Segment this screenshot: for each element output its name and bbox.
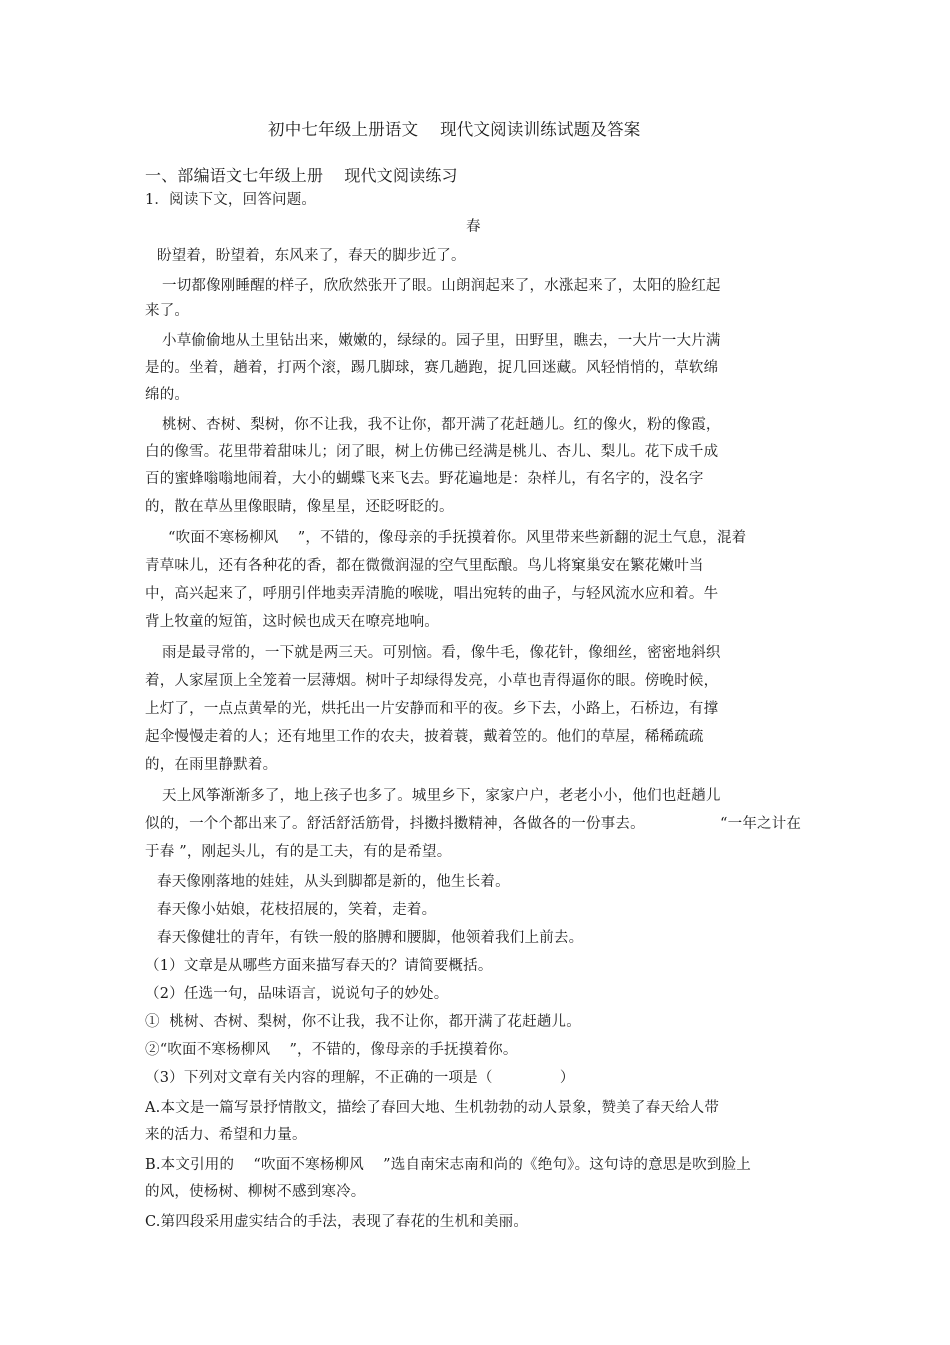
para-7-line: 似的，一个个都出来了。舒活舒活筋骨，抖擞抖擞精神，各做各的一份事去。	[145, 816, 645, 832]
section-heading: 一、部编语文七年级上册 现代文阅读练习	[145, 166, 458, 185]
question-intro: 1．阅读下文，回答问题。	[145, 192, 317, 208]
question-1: （1）文章是从哪些方面来描写春天的？请简要概括。	[145, 958, 493, 974]
para-3-line: 是的。坐着，趟着，打两个滚，踢几脚球，赛几趟跑，捉几回迷藏。风轻悄悄的，草软绵	[145, 360, 719, 376]
choice-a-line: A.本文是一篇写景抒情散文，描绘了春回大地、生机勃勃的动人景象，赞美了春天给人带	[145, 1100, 720, 1116]
para-1: 盼望着，盼望着，东风来了，春天的脚步近了。	[157, 248, 466, 264]
choice-c: C.第四段采用虚实结合的手法，表现了春花的生机和美丽。	[145, 1214, 529, 1230]
question-2: （2）任选一句，品味语言，说说句子的妙处。	[145, 986, 449, 1002]
para-6-line: 着，人家屋顶上全笼着一层薄烟。树叶子却绿得发亮，小草也青得逼你的眼。傍晚时候，	[145, 673, 719, 689]
para-4-line: 桃树、杏树、梨树，你不让我，我不让你，都开满了花赶趟儿。红的像火，粉的像霞，	[162, 417, 721, 433]
para-3-line: 小草偷偷地从土里钻出来，嫩嫩的，绿绿的。园子里，田野里，瞧去，一大片一大片满	[162, 333, 721, 349]
para-6-line: 起伞慢慢走着的人；还有地里工作的农夫，披着蓑，戴着笠的。他们的草屋，稀稀疏疏	[145, 729, 704, 745]
para-8: 春天像刚落地的娃娃，从头到脚都是新的，他生长着。	[157, 874, 510, 890]
choice-a-line: 来的活力、希望和力量。	[145, 1127, 307, 1143]
para-9: 春天像小姑娘，花枝招展的，笑着，走着。	[157, 902, 437, 918]
para-4-line: 的，散在草丛里像眼睛，像星星，还眨呀眨的。	[145, 499, 454, 515]
para-5-line: 背上牧童的短笛，这时候也成天在嘹亮地响。	[145, 614, 439, 630]
para-5-line: 中，高兴起来了，呼朋引伴地卖弄清脆的喉咙，唱出宛转的曲子，与轻风流水应和着。牛	[145, 586, 719, 602]
passage-title: 春	[466, 219, 481, 235]
choice-b-line: B.本文引用的 “吹面不寒杨柳风 ”选自南宋志南和尚的《绝句》。这句诗的意思是吹到脸上	[145, 1157, 752, 1173]
question-2-option-1: ① 桃树、杏树、梨树，你不让我，我不让你，都开满了花赶趟儿。	[145, 1014, 581, 1030]
para-5-line: “吹面不寒杨柳风 ”，不错的，像母亲的手抚摸着你。风里带来些新翻的泥土气息，混着	[168, 530, 747, 546]
para-3-line: 绵的。	[145, 387, 190, 403]
para-10: 春天像健壮的青年，有铁一般的胳膊和腰脚，他领着我们上前去。	[157, 930, 584, 946]
para-6-line: 的，在雨里静默着。	[145, 757, 278, 773]
para-7-line: 于春 ”，刚起头儿，有的是工夫，有的是希望。	[145, 844, 452, 860]
para-7-line: 天上风筝渐渐多了，地上孩子也多了。城里乡下，家家户户，老老小小，他们也赶趟儿	[162, 788, 721, 804]
para-7-quote: “一年之计在	[720, 816, 802, 832]
para-5-line: 青草味儿，还有各种花的香，都在微微润湿的空气里酝酿。鸟儿将窠巢安在繁花嫩叶当	[145, 558, 704, 574]
document-title: 初中七年级上册语文 现代文阅读训练试题及答案	[268, 120, 641, 139]
question-3: （3）下列对文章有关内容的理解，不正确的一项是（ ）	[145, 1070, 575, 1086]
para-6-line: 雨是最寻常的，一下就是两三天。可别恼。看，像牛毛，像花针，像细丝，密密地斜织	[162, 645, 721, 661]
para-4-line: 百的蜜蜂嗡嗡地闹着，大小的蝴蝶飞来飞去。野花遍地是：杂样儿，有名字的，没名字	[145, 471, 704, 487]
question-2-option-2: ②“吹面不寒杨柳风 ”，不错的，像母亲的手抚摸着你。	[145, 1042, 518, 1058]
para-2-line: 一切都像刚睡醒的样子，欣欣然张开了眼。山朗润起来了，水涨起来了，太阳的脸红起	[162, 278, 721, 294]
para-4-line: 白的像雪。花里带着甜味儿；闭了眼，树上仿佛已经满是桃儿、杏儿、梨儿。花下成千成	[145, 444, 719, 460]
para-2-line: 来了。	[145, 303, 190, 319]
choice-b-line: 的风，使杨树、柳树不感到寒冷。	[145, 1184, 366, 1200]
para-6-line: 上灯了，一点点黄晕的光，烘托出一片安静而和平的夜。乡下去，小路上，石桥边，有撑	[145, 701, 719, 717]
